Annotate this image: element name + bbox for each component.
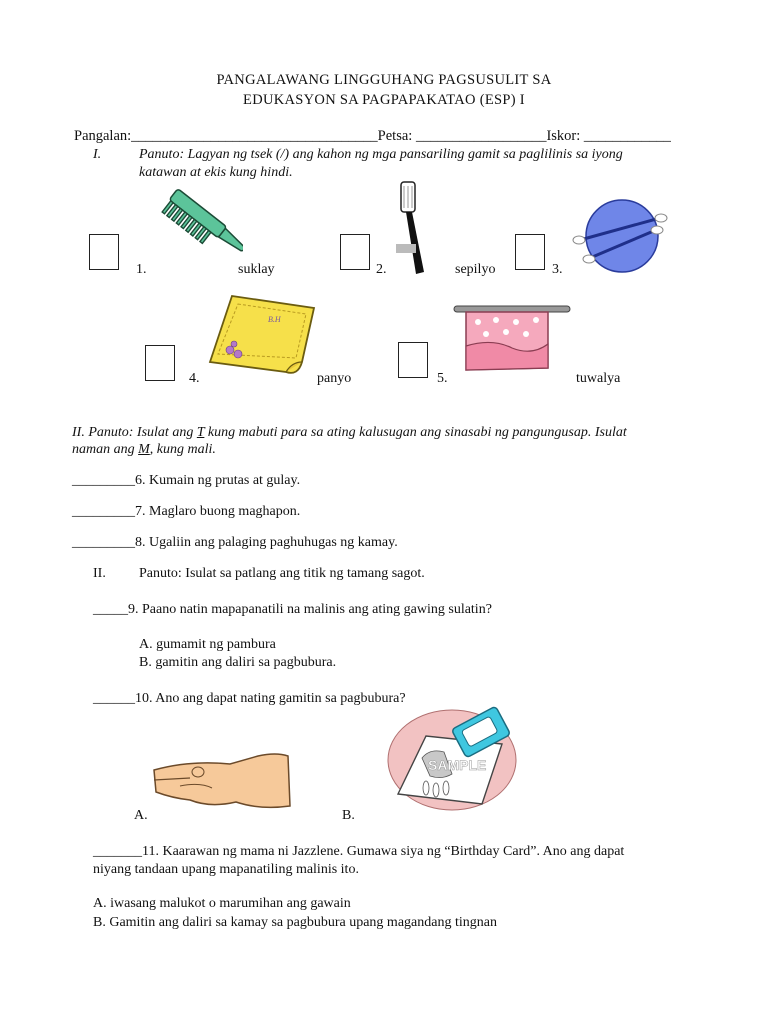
sample-watermark: SAMPLE [428,757,487,773]
title-line-2: EDUKASYON SA PAGPAPAKATAO (ESP) I [243,92,525,108]
handkerchief-icon [206,292,318,380]
answer-box-4[interactable] [145,345,175,381]
eraser-icon [386,700,526,812]
answer-box-5[interactable] [398,342,428,378]
question-10-label-a: A. [134,808,148,823]
finger-rubbing-icon [150,742,292,812]
item-4-number: 4. [189,371,200,386]
towel-icon [452,298,572,378]
question-9-choice-b: B. gamitin ang daliri sa pagbubura. [139,655,337,670]
part2-instruction-line2 [72,442,216,458]
question-10: ______10. Ano ang dapat nating gamitin sa pagbubura? [93,691,406,706]
cotton-buds-icon [570,196,670,278]
question-7: _________7. Maglaro buong maghapon. [72,504,301,519]
question-8: _________8. Ugaliin ang palaging paghuhugas ng kamay. [72,535,398,550]
part3-numeral: II. [93,566,106,581]
question-9-choice-a: A. gumamit ng pambura [139,637,276,652]
question-11-choice-a: A. iwasang malukot o marumihan ang gawain [93,896,351,911]
question-9: _____9. Paano natin mapapanatili na malinis ang ating gawing sulatin? [93,602,492,617]
question-6: _________6. Kumain ng prutas at gulay. [72,473,301,488]
part1-numeral: I. [93,147,102,162]
part2-instruction-line1 [72,425,627,441]
part2-instruction-prefix: II. Panuto: Isulat ang [72,425,197,440]
question-11-line2: niyang tandaan upang mapanatiling malinis ito. [93,862,359,877]
letter-t: T [196,425,205,440]
item-1-label: suklay [238,262,275,277]
item-2-number: 2. [376,262,387,277]
item-3-number: 3. [552,262,563,277]
comb-icon [148,186,243,274]
part2-instruction-line2-prefix: naman ang [72,442,139,457]
toothbrush-icon [394,180,430,276]
item-5-label: tuwalya [576,371,621,386]
part2-instruction-line2-suffix: , kung mali. [149,442,216,457]
svg-text:B.H: B.H [268,315,281,324]
item-2-label: sepilyo [455,262,496,277]
part3-instruction: Panuto: Isulat sa patlang ang titik ng tamang sagot. [139,566,425,581]
answer-box-3[interactable] [515,234,545,270]
question-11-line1: _______11. Kaarawan ng mama ni Jazzlene. Gumawa siya ng “Birthday Card”. Ano ang dapat [93,844,625,859]
item-5-number: 5. [437,371,448,386]
part2-instruction-mid: kung mabuti para sa ating kalusugan ang sinasabi ng pangungusap. Isulat [204,425,627,440]
item-1-number: 1. [136,262,147,277]
part1-instruction-line2: katawan at ekis kung hindi. [139,165,293,180]
title-line-1: PANGALAWANG LINGGUHANG PAGSUSULIT SA [216,72,552,88]
item-4-label: panyo [317,371,352,386]
letter-m: M [138,442,150,457]
answer-box-1[interactable] [89,234,119,270]
info-line: Pangalan:__________________________________Petsa: __________________Iskor: ____________ [74,128,671,144]
answer-box-2[interactable] [340,234,370,270]
question-11-choice-b: B. Gamitin ang daliri sa kamay sa pagbubura upang magandang tingnan [93,915,497,930]
question-10-label-b: B. [342,808,355,823]
part1-instruction-line1: Panuto: Lagyan ng tsek (/) ang kahon ng mga pansariling gamit sa paglilinis sa iyong [139,147,623,162]
